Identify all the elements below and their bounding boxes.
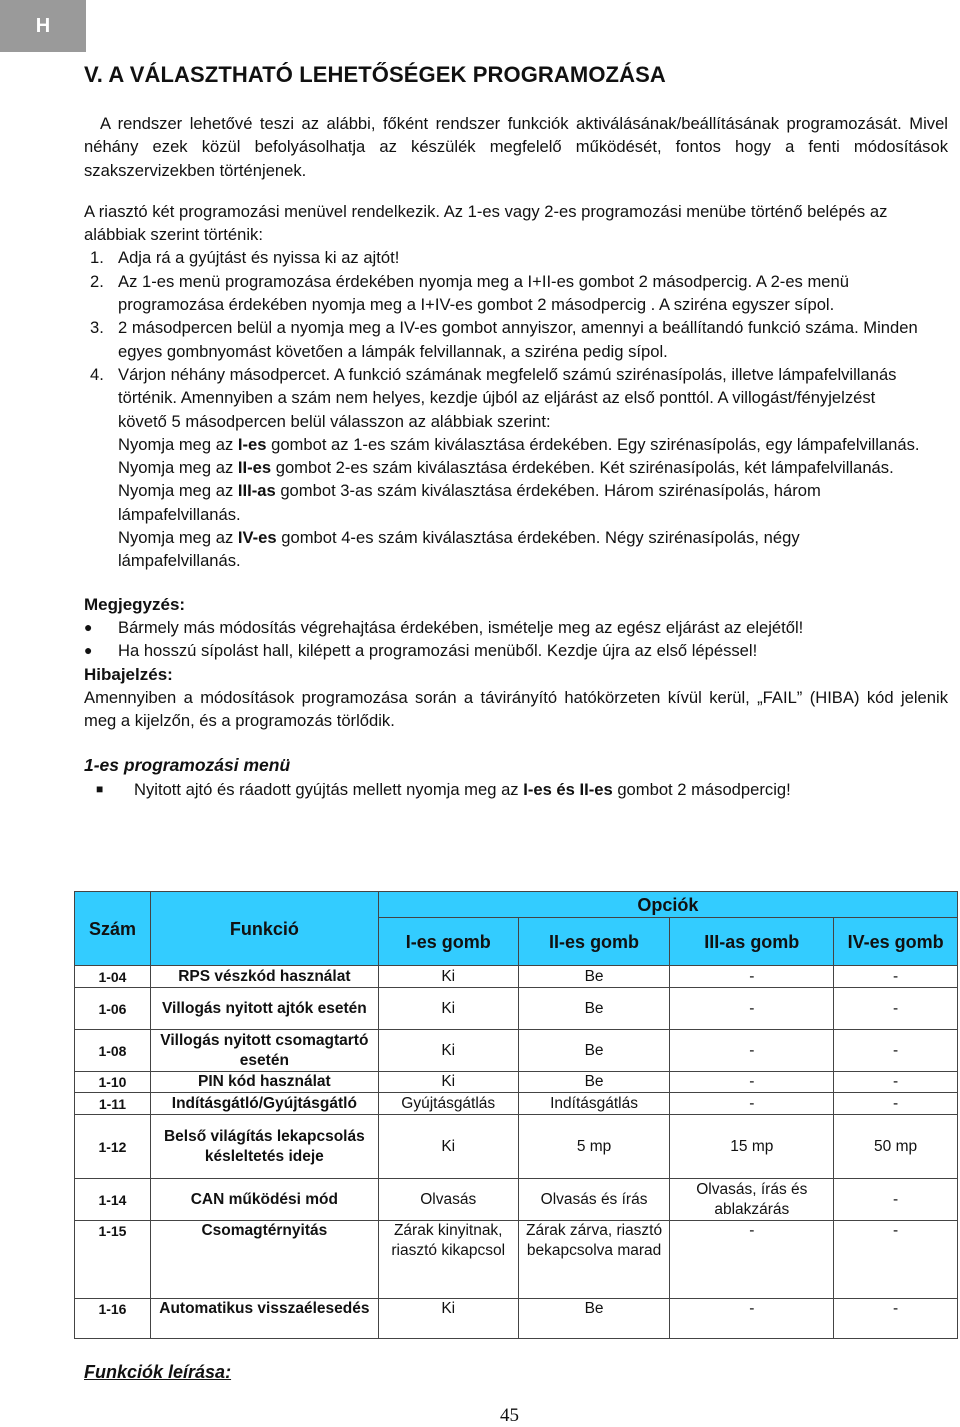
intro-paragraph: A rendszer lehetővé teszi az alábbi, főként rendszer funkciók aktiválásának/beállításának programozását. Mivel néhány ezek közül befolyásolhatja az készülék megfelelő működését, fontos hogy a fenti módosítások szakszervizekben történjenek. [84,114,948,180]
step-text: Az 1-es menü programozása érdekében nyomja meg a I+II-es gombot 2 másodpercig. A 2-es menü programozása érdekében nyomja meg a I+IV-es gombot 2 másodpercig . A sziréna egyszer sípol. [118,271,849,315]
page-number: 45 [500,1405,519,1426]
col-header-opt: IV-es gomb [834,918,958,966]
functions-description-title: Funkciók leírása: [84,1362,232,1382]
col-header-num: Szám [75,892,151,966]
menu1-title: 1-es programozási menü [84,755,291,776]
table-row: 1-10 PIN kód használat Ki Be - - [75,1072,958,1093]
step-text [118,363,948,573]
col-header-opt: III-as gomb [670,918,834,966]
step-number: 4. [90,364,104,384]
menu1-instruction: ■ Nyitott ajtó és ráadott gyújtás mellett nyomja meg az I-es és II-es gombot 2 másodpercig! [84,778,948,801]
options-table [74,891,958,1339]
press-option: Nyomja meg az I-es gombot az 1-es szám kiválasztása érdekében. Egy szirénasípolás, egy lámpafelvillanás. [118,434,920,454]
col-header-opt: I-es gomb [378,918,518,966]
page-title: V. A VÁLASZTHATÓ LEHETŐSÉGEK PROGRAMOZÁSA [84,62,666,87]
note-item [84,639,948,662]
notes-list [84,616,948,663]
button-label: III-as [237,481,276,501]
step-number: 1. [90,248,104,268]
step-text: Adja rá a gyújtást és nyissa ki az ajtót! [118,248,400,268]
step-item [84,363,948,573]
button-label: I-es [237,434,267,454]
step-item [84,246,948,269]
section-tab-letter: H [35,14,51,37]
col-header-opt: II-es gomb [518,918,670,966]
press-option: Nyomja meg az IV-es gombot 4-es szám kiválasztása érdekében. Négy szirénasípolás, négy lámpafelvillanás. [118,528,800,571]
bullet-icon: ● [84,618,93,635]
note-text: Bármely más módosítás végrehajtása érdekében, ismételje meg az egész eljárást az elejétől! [118,617,804,637]
table-row: 1-12 Belső világítás lekapcsolás késleltetés ideje Ki 5 mp 15 mp 50 mp [75,1115,958,1179]
main-content [84,112,948,801]
table-row: 1-04 RPS vészkód használat Ki Be - - [75,966,958,988]
table-row: 1-14 CAN működési mód Olvasás Olvasás és írás Olvasás, írás és ablakzárás - [75,1179,958,1221]
press-option: Nyomja meg az II-es gombot 2-es szám kiválasztása érdekében. Két szirénasípolás, két lámpafelvillanás. [118,458,894,478]
table-row: 1-08 Villogás nyitott csomagtartó esetén Ki Be - - [75,1030,958,1072]
col-header-func: Funkció [150,892,378,966]
button-label: II-es [237,458,272,478]
table-row: 1-15 Csomagtérnyitás Zárak kinyitnak, riasztó kikapcsol Zárak zárva, riasztó bekapcsolva marad - - [75,1221,958,1299]
section-tab [0,0,86,52]
button-label: IV-es [237,528,277,548]
menu-intro-paragraph: A riasztó két programozási menüvel rendelkezik. Az 1-es vagy 2-es programozási menübe történő belépés az alábbiak szerint történik: [84,201,888,245]
col-header-options: Opciók [378,892,957,918]
table-row: 1-11 Indításgátló/Gyújtásgátló Gyújtásgátlás Indításgátlás - - [75,1093,958,1115]
step-text: 2 másodpercen belül a nyomja meg a IV-es gombot annyiszor, amennyi a beállítandó funkció száma. Minden egyes gombnyomást követően a lámpák felvillannak, a sziréna pedig sípol. [118,318,918,361]
note-text: Ha hosszú sípolást hall, kilépett a programozási menüből. Kezdje újra az első lépéssel! [118,641,758,661]
step-item [84,316,948,363]
table-header-row [75,892,958,918]
note-item [84,616,948,639]
error-text: Amennyiben a módosítások programozása során a távirányító hatókörzeten kívül kerül, „FAIL” (HIBA) kód jelenik meg a kijelzőn, és a programozás törlődik. [84,687,948,731]
bullet-icon: ● [84,642,93,659]
step-item [84,270,948,317]
table-row: 1-16 Automatikus visszaélesedés Ki Be - - [75,1299,958,1339]
step-number: 2. [90,271,104,291]
error-heading: Hibajelzés: [84,664,173,684]
steps-list [84,246,948,572]
step-4-text: Várjon néhány másodpercet. A funkció számának megfelelő számú szirénasípolás, illetve lámpafelvillanás történik. Amennyiben a szám nem helyes, kezdje újból az eljárást az első ponttól. A villogást/fényjelzést követő 5 másodpercen belül válasszon az alábbiak szerint: [118,364,897,431]
table-row: 1-06 Villogás nyitott ajtók esetén Ki Be - - [75,988,958,1030]
note-heading: Megjegyzés: [84,594,186,614]
press-option: Nyomja meg az III-as gombot 3-as szám kiválasztása érdekében. Három szirénasípolás, három lámpafelvillanás. [118,481,821,524]
step-number: 3. [90,318,104,338]
square-bullet-icon: ■ [96,781,104,796]
